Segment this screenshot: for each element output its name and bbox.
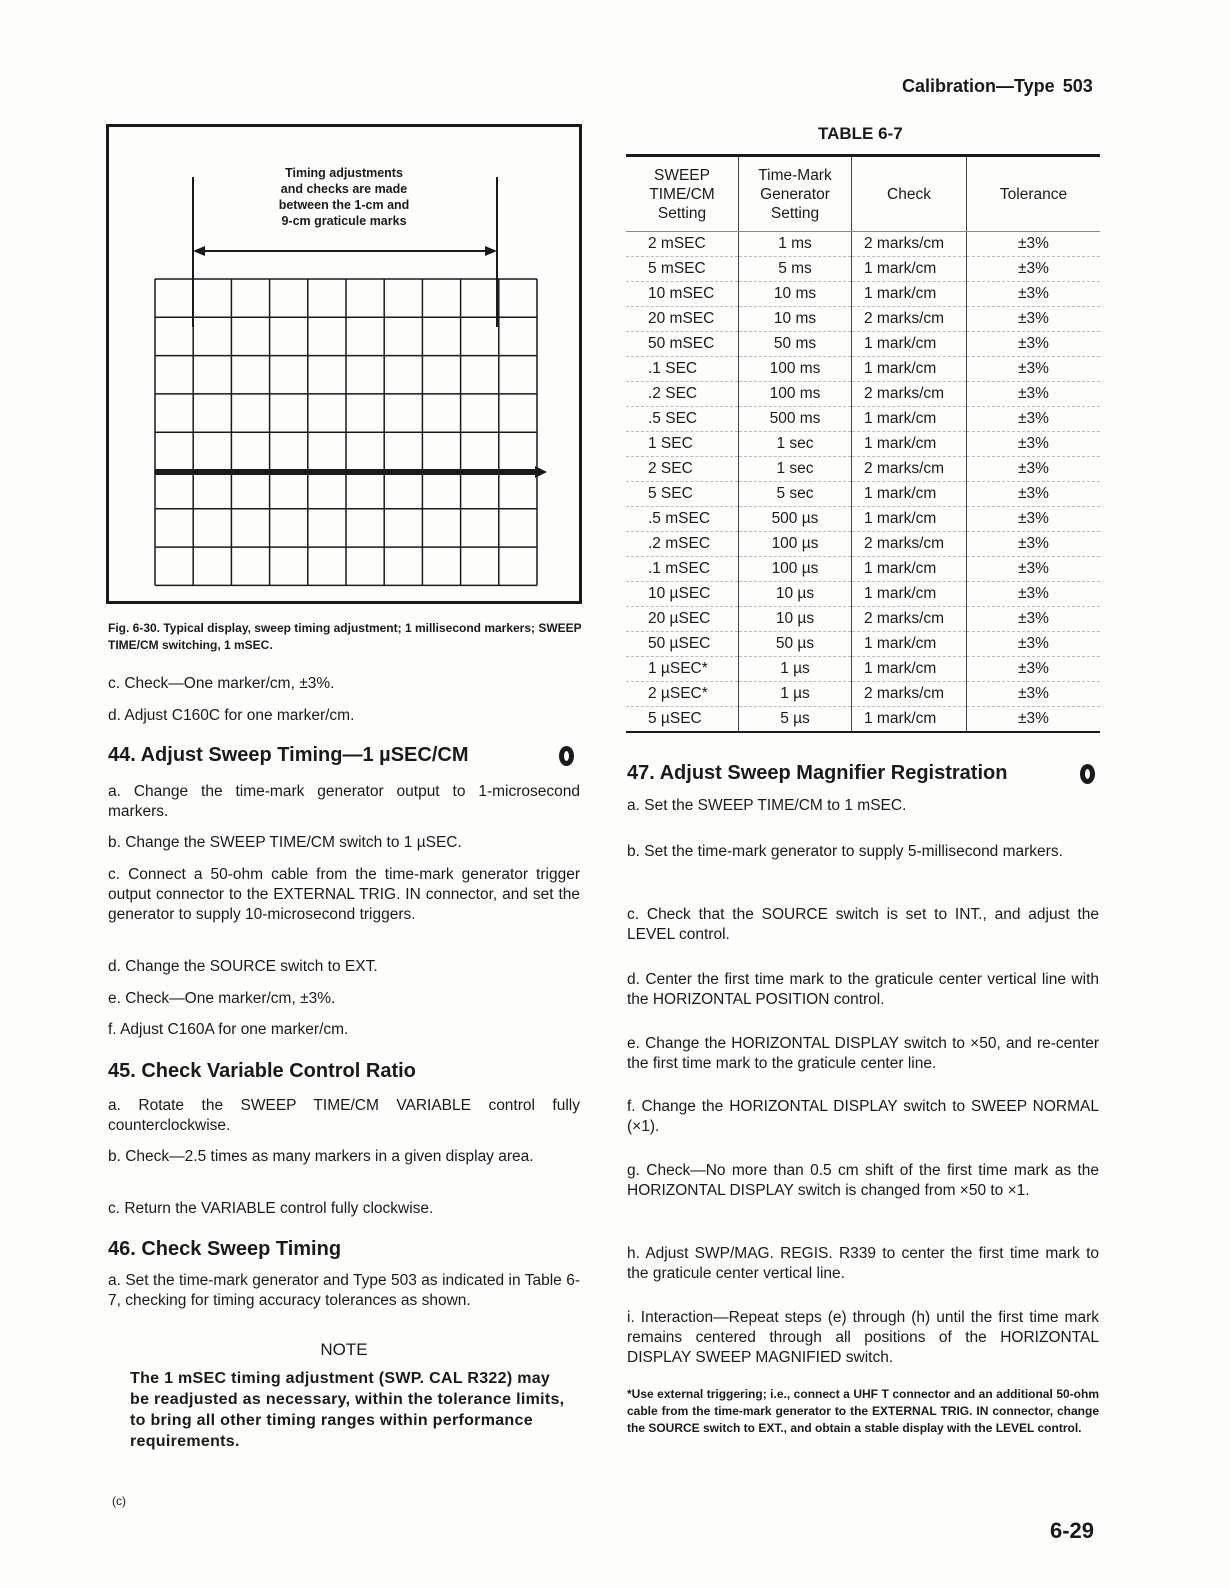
table-body: [626, 232, 1100, 733]
cell-tolerance: ±3%: [967, 307, 1101, 332]
cell-tolerance: ±3%: [967, 457, 1101, 482]
table-row: [626, 307, 1100, 332]
cell-tolerance: ±3%: [967, 382, 1101, 407]
cell-sweep-time: .5 SEC: [626, 407, 739, 432]
header-model-number: 503: [1062, 76, 1093, 96]
cell-time-mark: 1 sec: [739, 457, 852, 482]
table-row: [626, 407, 1100, 432]
cell-time-mark: 5 µs: [739, 707, 852, 733]
cell-check: 1 mark/cm: [852, 632, 967, 657]
cell-check: 1 mark/cm: [852, 282, 967, 307]
graticule-display: [109, 127, 579, 601]
cell-check: 1 mark/cm: [852, 707, 967, 733]
cell-tolerance: ±3%: [967, 257, 1101, 282]
cell-time-mark: 100 ms: [739, 357, 852, 382]
cell-time-mark: 1 ms: [739, 232, 852, 257]
cell-tolerance: ±3%: [967, 357, 1101, 382]
s46-step-a: a. Set the time-mark generator and Type 503 as indicated in Table 6-7, checking for timing accuracy tolerances as shown.: [108, 1272, 580, 1309]
cell-time-mark: 50 µs: [739, 632, 852, 657]
table-row: [626, 707, 1100, 733]
page-header: [902, 76, 1093, 97]
cell-tolerance: ±3%: [967, 607, 1101, 632]
s47-step-a: a. Set the SWEEP TIME/CM to 1 mSEC.: [627, 797, 907, 814]
step-c-check: c. Check—One marker/cm, ±3%.: [108, 675, 335, 692]
cell-sweep-time: .2 mSEC: [626, 532, 739, 557]
cell-time-mark: 1 sec: [739, 432, 852, 457]
cell-tolerance: ±3%: [967, 332, 1101, 357]
s47-step-e: e. Change the HORIZONTAL DISPLAY switch to ×50, and re-center the first time mark to the graticule center line.: [627, 1035, 1099, 1072]
table-row: [626, 332, 1100, 357]
cell-tolerance: ±3%: [967, 232, 1101, 257]
cell-time-mark: 10 ms: [739, 282, 852, 307]
cell-tolerance: ±3%: [967, 632, 1101, 657]
cell-sweep-time: .5 mSEC: [626, 507, 739, 532]
page-number: 6-29: [1050, 1518, 1095, 1543]
cell-check: 2 marks/cm: [852, 457, 967, 482]
table-row: [626, 357, 1100, 382]
figure-6-30: [106, 124, 582, 604]
timing-table: [626, 154, 1100, 733]
table-row: [626, 582, 1100, 607]
cell-check: 2 marks/cm: [852, 682, 967, 707]
cell-check: 1 mark/cm: [852, 357, 967, 382]
note-body: The 1 mSEC timing adjustment (SWP. CAL R322) may be readjusted as necessary, within the tolerance limits, to bring all other timing ranges within performance requirements.: [130, 1370, 565, 1450]
s44-step-d: d. Change the SOURCE switch to EXT.: [108, 958, 378, 975]
note-title: NOTE: [320, 1340, 368, 1359]
cell-check: 1 mark/cm: [852, 257, 967, 282]
cell-sweep-time: 5 µSEC: [626, 707, 739, 733]
cell-tolerance: ±3%: [967, 532, 1101, 557]
table-row: [626, 232, 1100, 257]
header-time-mark: Time-Mark Generator Setting: [739, 156, 852, 232]
s47-step-b: b. Set the time-mark generator to supply 5-millisecond markers.: [627, 843, 1063, 860]
cell-time-mark: 500 µs: [739, 507, 852, 532]
cell-check: 2 marks/cm: [852, 232, 967, 257]
table-row: [626, 257, 1100, 282]
cell-sweep-time: .1 SEC: [626, 357, 739, 382]
s44-step-c: c. Connect a 50-ohm cable from the time-mark generator trigger output connector to the EXTERNAL TRIG. IN connector, and set the generator to supply 10-microsecond triggers.: [108, 866, 580, 923]
cell-tolerance: ±3%: [967, 657, 1101, 682]
cell-tolerance: ±3%: [967, 282, 1101, 307]
s47-step-g: g. Check—No more than 0.5 cm shift of the first time mark as the HORIZONTAL DISPLAY switch is changed from ×50 to ×1.: [627, 1162, 1099, 1199]
s47-step-h: h. Adjust SWP/MAG. REGIS. R339 to center the first time mark to the graticule center vertical line.: [627, 1245, 1099, 1282]
cell-time-mark: 1 µs: [739, 657, 852, 682]
cell-tolerance: ±3%: [967, 407, 1101, 432]
table-row: [626, 557, 1100, 582]
cell-check: 1 mark/cm: [852, 582, 967, 607]
header-tolerance: Tolerance: [967, 156, 1101, 232]
cell-check: 1 mark/cm: [852, 657, 967, 682]
cell-check: 2 marks/cm: [852, 532, 967, 557]
s44-step-e: e. Check—One marker/cm, ±3%.: [108, 990, 336, 1007]
section-44-title: 44. Adjust Sweep Timing—1 µSEC/CM: [108, 744, 469, 766]
cell-tolerance: ±3%: [967, 482, 1101, 507]
cell-sweep-time: 5 mSEC: [626, 257, 739, 282]
s47-step-c: c. Check that the SOURCE switch is set to INT., and adjust the LEVEL control.: [627, 906, 1099, 943]
table-row: [626, 432, 1100, 457]
section-44-heading: [108, 744, 580, 767]
cell-sweep-time: 10 µSEC: [626, 582, 739, 607]
s47-step-d: d. Center the first time mark to the graticule center vertical line with the HORIZONTAL POSITION control.: [627, 971, 1099, 1008]
cell-check: 1 mark/cm: [852, 432, 967, 457]
table-title: TABLE 6-7: [818, 124, 903, 143]
header-title: Calibration—Type: [902, 76, 1055, 96]
table-row: [626, 682, 1100, 707]
cell-sweep-time: 1 µSEC*: [626, 657, 739, 682]
cell-time-mark: 100 µs: [739, 557, 852, 582]
header-sweep-time: SWEEP TIME/CM Setting: [626, 156, 739, 232]
cell-sweep-time: .2 SEC: [626, 382, 739, 407]
arrow-head-left-icon: [193, 246, 205, 256]
table-header-row: [626, 156, 1100, 232]
figure-caption: Fig. 6-30. Typical display, sweep timing adjustment; 1 millisecond markers; SWEEP TIME/CM switching, 1 mSEC.: [108, 621, 582, 652]
cell-check: 1 mark/cm: [852, 507, 967, 532]
copyright-mark: (c): [112, 1494, 126, 1508]
section-45-heading: 45. Check Variable Control Ratio: [108, 1060, 416, 1082]
table-row: [626, 532, 1100, 557]
cell-check: 1 mark/cm: [852, 557, 967, 582]
cell-sweep-time: 10 mSEC: [626, 282, 739, 307]
s45-step-c: c. Return the VARIABLE control fully clockwise.: [108, 1200, 434, 1217]
header-check: Check: [852, 156, 967, 232]
cell-check: 2 marks/cm: [852, 307, 967, 332]
table-row: [626, 457, 1100, 482]
section-46-heading: 46. Check Sweep Timing: [108, 1238, 342, 1260]
cell-sweep-time: 20 µSEC: [626, 607, 739, 632]
step-d-adjust: d. Adjust C160C for one marker/cm.: [108, 707, 355, 724]
graticule-grid: [155, 279, 537, 585]
adjustment-step-icon: [1080, 764, 1095, 784]
cell-sweep-time: 2 µSEC*: [626, 682, 739, 707]
cell-time-mark: 1 µs: [739, 682, 852, 707]
cell-tolerance: ±3%: [967, 682, 1101, 707]
table-row: [626, 482, 1100, 507]
s47-step-i: i. Interaction—Repeat steps (e) through (h) until the first time mark remains centered through all positions of the HORIZONTAL DISPLAY SWEEP MAGNIFIED switch.: [627, 1309, 1099, 1366]
cell-sweep-time: 20 mSEC: [626, 307, 739, 332]
table-row: [626, 382, 1100, 407]
cell-time-mark: 10 µs: [739, 607, 852, 632]
cell-time-mark: 5 ms: [739, 257, 852, 282]
table-row: [626, 507, 1100, 532]
cell-time-mark: 5 sec: [739, 482, 852, 507]
cell-check: 1 mark/cm: [852, 482, 967, 507]
cell-sweep-time: 50 mSEC: [626, 332, 739, 357]
cell-time-mark: 500 ms: [739, 407, 852, 432]
cell-tolerance: ±3%: [967, 707, 1101, 733]
s44-step-b: b. Change the SWEEP TIME/CM switch to 1 µSEC.: [108, 834, 462, 851]
section-47-title: 47. Adjust Sweep Magnifier Registration: [627, 762, 1008, 784]
cell-sweep-time: 2 mSEC: [626, 232, 739, 257]
cell-sweep-time: 2 SEC: [626, 457, 739, 482]
cell-tolerance: ±3%: [967, 432, 1101, 457]
cell-sweep-time: 1 SEC: [626, 432, 739, 457]
s44-step-f: f. Adjust C160A for one marker/cm.: [108, 1021, 349, 1038]
cell-check: 1 mark/cm: [852, 332, 967, 357]
table-footnote: *Use external triggering; i.e., connect a UHF T connector and an additional 50-ohm cable from the time-mark generator to the EXTERNAL TRIG. IN connector, change the SOURCE switch to EXT., and obtain a stable display with the LEVEL control.: [627, 1387, 1099, 1435]
cell-time-mark: 100 µs: [739, 532, 852, 557]
cell-time-mark: 50 ms: [739, 332, 852, 357]
figure-annotation: Timing adjustments and checks are made between the 1-cm and 9-cm graticule marks: [278, 166, 410, 228]
s44-step-a: a. Change the time-mark generator output to 1-microsecond markers.: [108, 783, 580, 820]
cell-sweep-time: .1 mSEC: [626, 557, 739, 582]
trace-arrow-icon: [535, 466, 547, 478]
cell-time-mark: 100 ms: [739, 382, 852, 407]
arrow-head-right-icon: [485, 246, 497, 256]
s47-step-f: f. Change the HORIZONTAL DISPLAY switch to SWEEP NORMAL (×1).: [627, 1098, 1099, 1135]
adjustment-step-icon: [559, 746, 574, 766]
cell-sweep-time: 50 µSEC: [626, 632, 739, 657]
s45-step-a: a. Rotate the SWEEP TIME/CM VARIABLE control fully counterclockwise.: [108, 1097, 580, 1134]
cell-tolerance: ±3%: [967, 507, 1101, 532]
section-47-heading: [627, 762, 1099, 785]
cell-check: 2 marks/cm: [852, 382, 967, 407]
cell-time-mark: 10 µs: [739, 582, 852, 607]
table-row: [626, 607, 1100, 632]
table-row: [626, 282, 1100, 307]
table-row: [626, 657, 1100, 682]
cell-tolerance: ±3%: [967, 582, 1101, 607]
s45-step-b: b. Check—2.5 times as many markers in a given display area.: [108, 1148, 534, 1165]
table-row: [626, 632, 1100, 657]
cell-check: 1 mark/cm: [852, 407, 967, 432]
cell-check: 2 marks/cm: [852, 607, 967, 632]
cell-tolerance: ±3%: [967, 557, 1101, 582]
cell-time-mark: 10 ms: [739, 307, 852, 332]
cell-sweep-time: 5 SEC: [626, 482, 739, 507]
